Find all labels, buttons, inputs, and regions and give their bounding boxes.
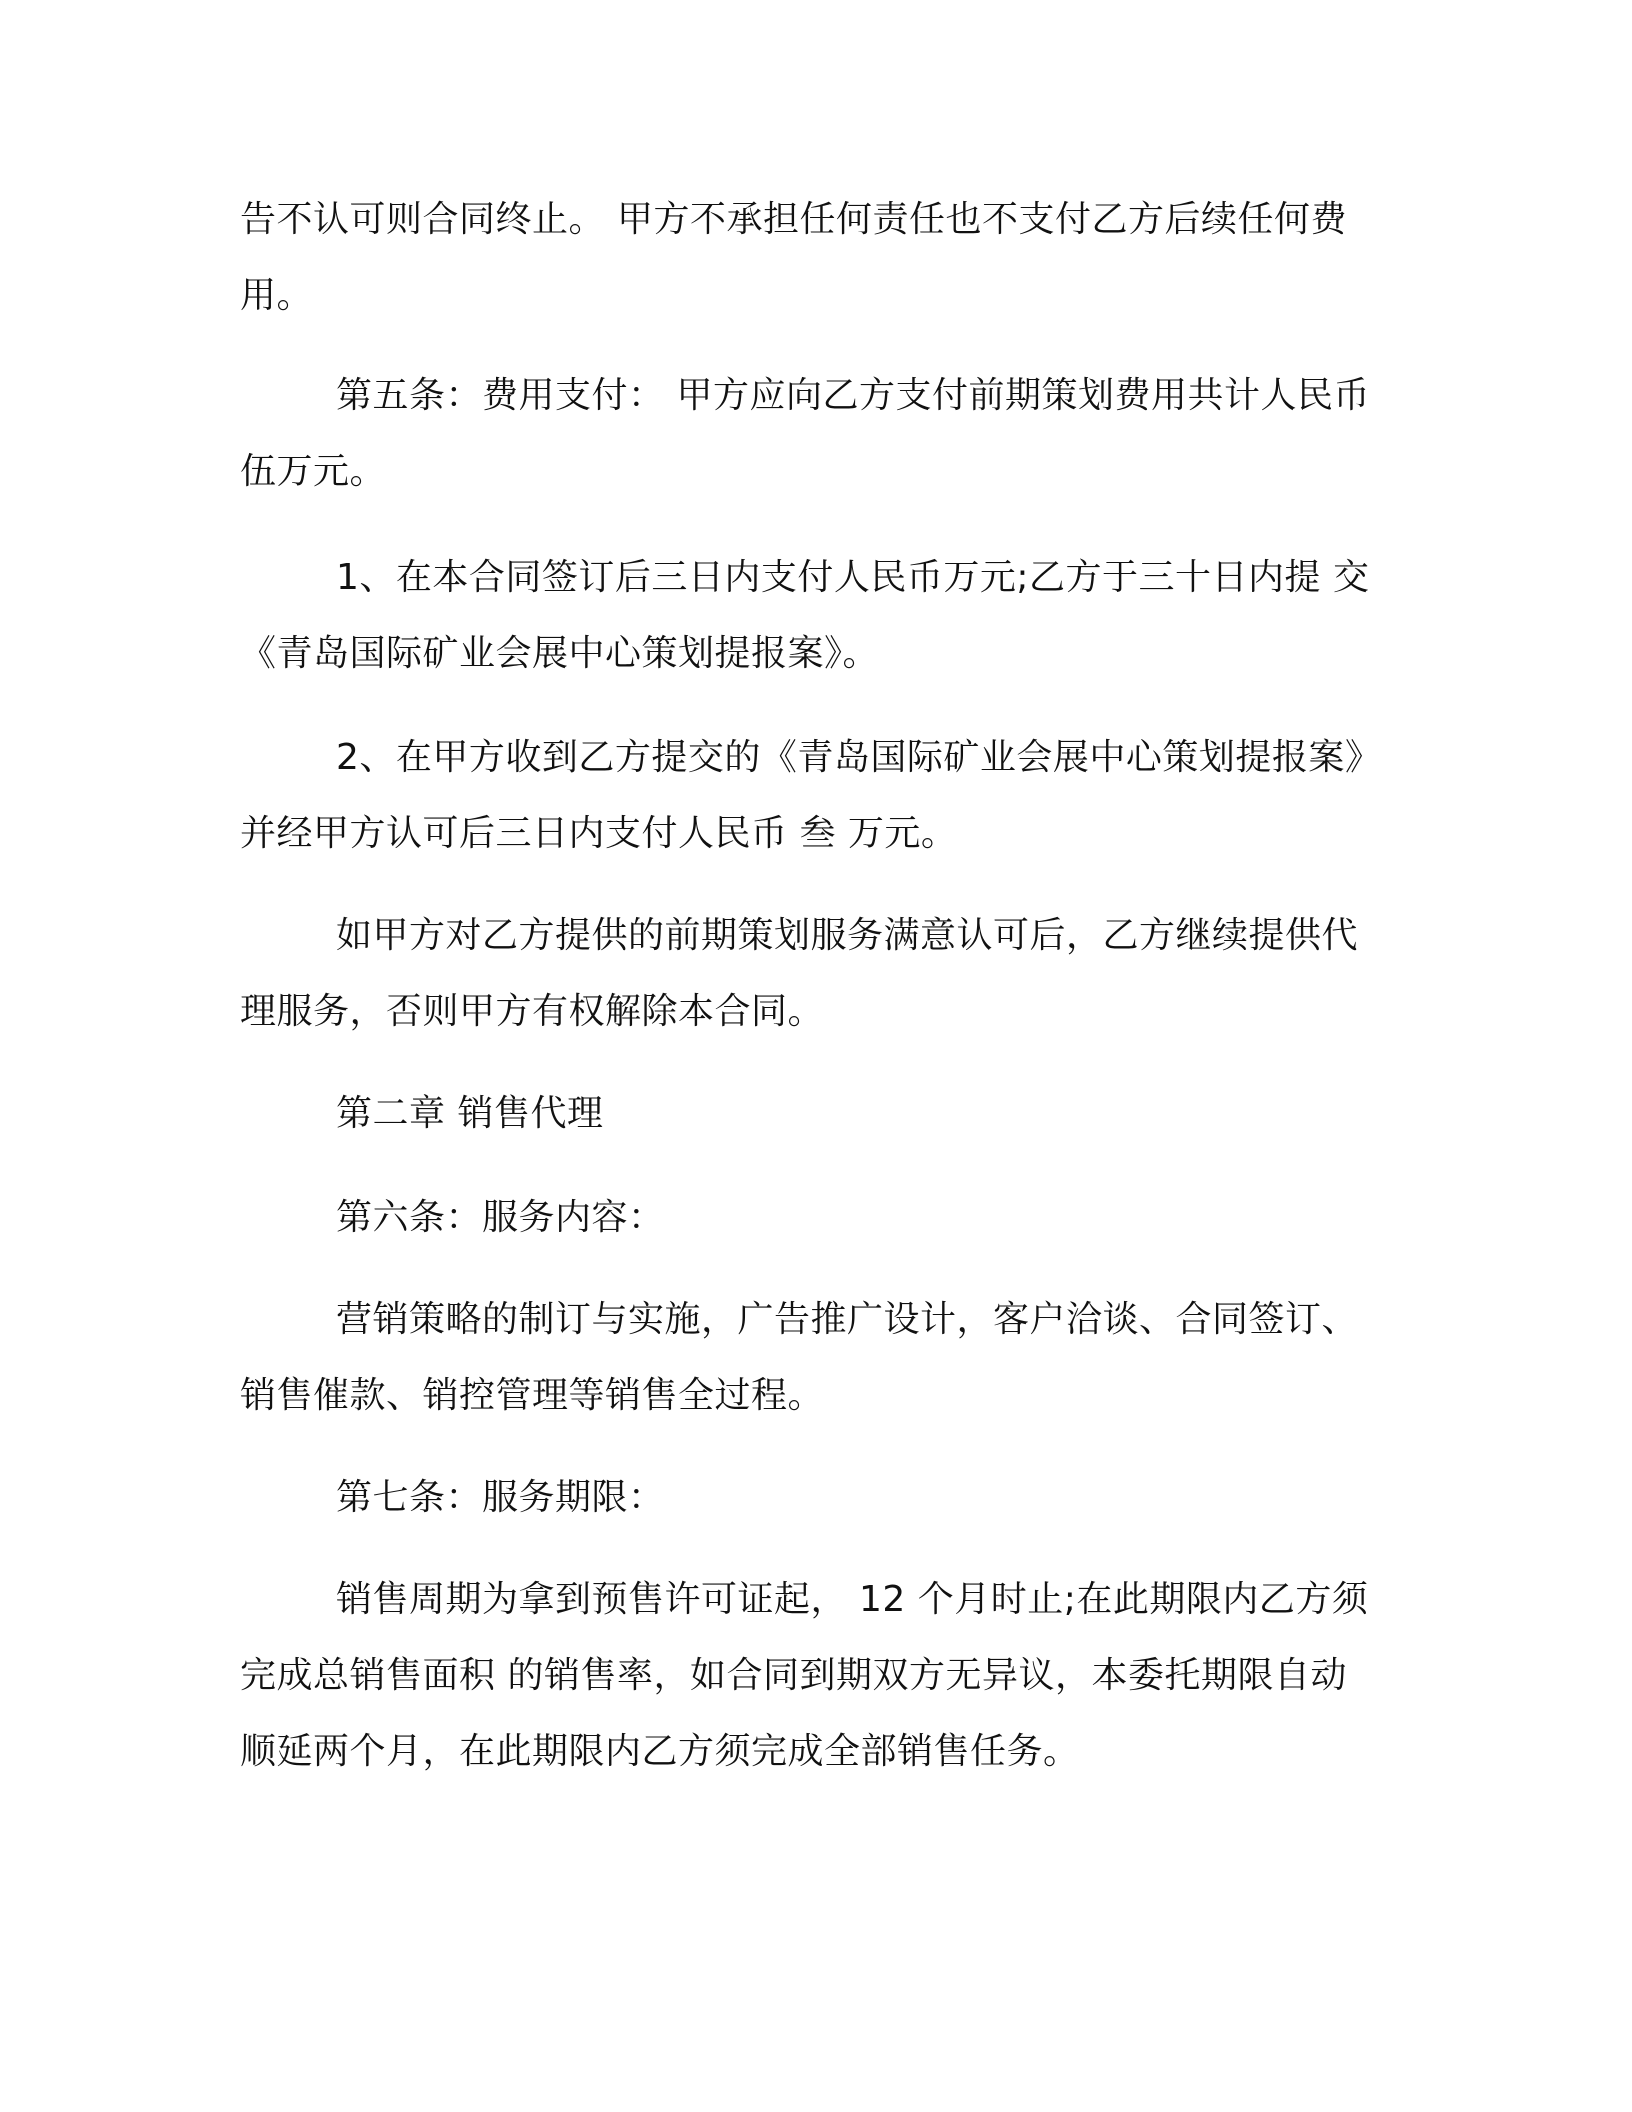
text-line: 用。: [240, 275, 314, 316]
paragraph: 营销策略的制订与实施，广告推广设计，客户洽谈、合同签订、: [336, 1299, 1359, 1340]
text-line: 销售催款、销控管理等销售全过程。: [240, 1375, 825, 1416]
text-line: 伍万元。: [240, 451, 387, 492]
list-item: 1、在本合同签订后三日内支付人民币万元;乙方于三十日内提 交: [336, 557, 1370, 598]
text-line: 顺延两个月，在此期限内乙方须完成全部销售任务。: [240, 1731, 1080, 1772]
article-5-heading: 第五条：费用支付： 甲方应向乙方支付前期策划费用共计人民币: [336, 375, 1370, 416]
article-6-heading: 第六条：服务内容：: [336, 1197, 665, 1238]
paragraph: 销售周期为拿到预售许可证起， 12 个月时止;在此期限内乙方须: [336, 1579, 1369, 1620]
text-line: 理服务，否则甲方有权解除本合同。: [240, 991, 825, 1032]
list-item: 2、在甲方收到乙方提交的《青岛国际矿业会展中心策划提报案》: [336, 737, 1382, 778]
chapter-heading: 第二章 销售代理: [336, 1093, 604, 1134]
text-line: 并经甲方认可后三日内支付人民币 叁 万元。: [240, 813, 958, 854]
text-line: 告不认可则合同终止。 甲方不承担任何责任也不支付乙方后续任何费: [240, 199, 1347, 240]
text-line: 完成总销售面积 的销售率，如合同到期双方无异议，本委托期限自动: [240, 1655, 1347, 1696]
text-line: 《青岛国际矿业会展中心策划提报案》。: [240, 633, 880, 674]
paragraph: 如甲方对乙方提供的前期策划服务满意认可后，乙方继续提供代: [336, 915, 1359, 956]
article-7-heading: 第七条：服务期限：: [336, 1477, 665, 1518]
